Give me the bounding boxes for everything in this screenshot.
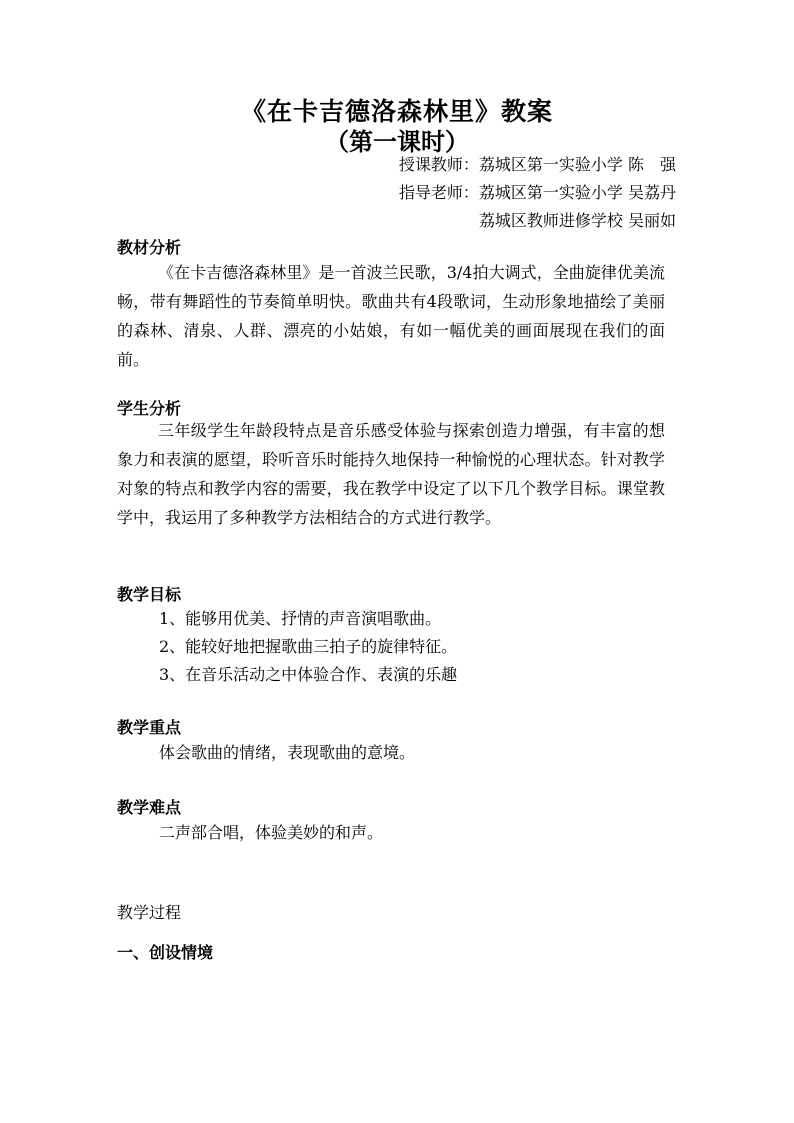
goal-item: 2、能较好地把握歌曲三拍子的旋律特征。: [159, 637, 458, 656]
teacher-credit: 授课教师：荔城区第一实验小学 陈 强: [398, 155, 676, 174]
teaching-focus-heading: 教学重点: [117, 718, 182, 737]
goal-item: 1、能够用优美、抒情的声音演唱歌曲。: [159, 609, 442, 628]
teaching-difficulty-heading: 教学难点: [117, 798, 182, 817]
teaching-difficulty-text: 二声部合唱，体验美妙的和声。: [159, 823, 384, 842]
material-analysis-text: 《在卡吉德洛森林里》是一首波兰民歌，3/4拍大调式，全曲旋律优美流畅，带有舞蹈性的节奏简单明快。歌曲共有4段歌词，生动形象地描绘了美丽的森林、清泉、人群、漂亮的小姑娘，有如一幅优美的画面展现在我们的面前。: [117, 263, 665, 369]
process-step-heading: 一、创设情境: [117, 943, 214, 962]
teaching-focus-text: 体会歌曲的情绪，表现歌曲的意境。: [159, 743, 416, 762]
goal-item: 3、在音乐活动之中体验合作、表演的乐趣: [159, 665, 458, 684]
advisor-credit: 指导老师：荔城区第一实验小学 吴荔丹: [398, 183, 676, 202]
student-analysis-text: 三年级学生年龄段特点是音乐感受体验与探索创造力增强，有丰富的想象力和表演的愿望，聆听音乐时能持久地保持一种愉悦的心理状态。针对教学对象的特点和教学内容的需要，我在教学中设定了以下几个教学目标。课堂教学中，我运用了多种教学方法相结合的方式进行教学。: [117, 421, 665, 527]
material-analysis-heading: 教材分析: [117, 238, 182, 257]
advisor-credit-second: 荔城区教师进修学校 吴丽如: [478, 211, 676, 230]
document-subtitle: （第一课时）: [325, 128, 469, 156]
teaching-process-heading: 教学过程: [117, 903, 182, 922]
document-title: 《在卡吉德洛森林里》教案: [240, 97, 553, 126]
teaching-goals-heading: 教学目标: [117, 585, 182, 604]
student-analysis-heading: 学生分析: [117, 399, 182, 418]
